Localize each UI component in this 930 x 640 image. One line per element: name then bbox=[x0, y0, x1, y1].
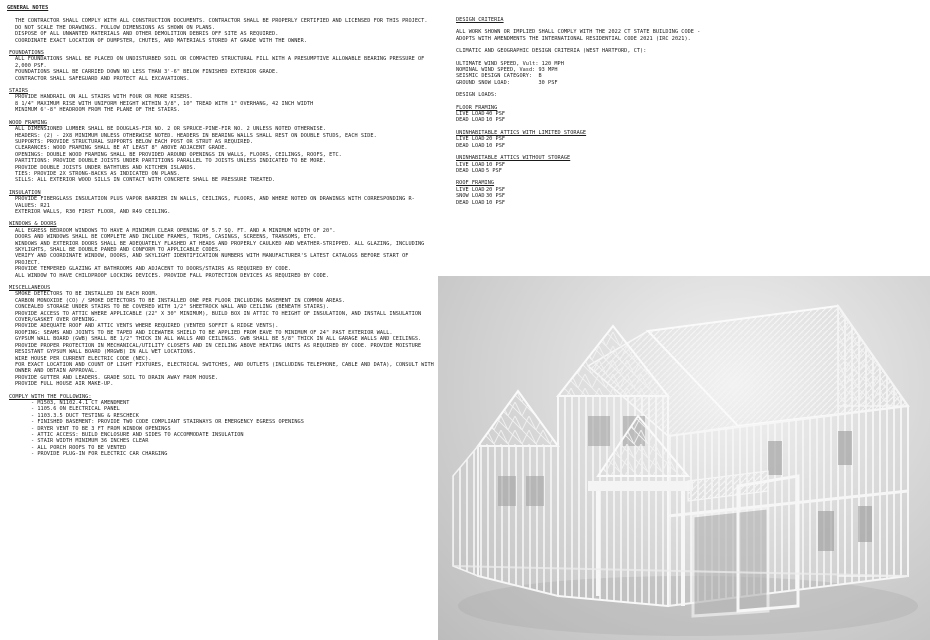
load-group-title: FLOOR FRAMING bbox=[456, 104, 498, 111]
comply-item: - STAIR WIDTH MINIMUM 36 INCHES CLEAR bbox=[31, 438, 149, 445]
load-label: SNOW LOAD bbox=[456, 193, 485, 200]
code-intro bbox=[456, 29, 701, 42]
section-title: FOUNDATIONS bbox=[9, 50, 44, 57]
note-line: TIES: PROVIDE 2X STRONG-BACKS AS INDICATED ON PLANS. bbox=[15, 170, 181, 177]
load-value: 10 PSF bbox=[486, 142, 506, 149]
notes-section-windows-doors bbox=[7, 221, 435, 279]
climatic-line: ULTIMATE WIND SPEED, Vult: 120 MPH bbox=[456, 60, 564, 67]
comply-item: - PROVIDE PLUG-IN FOR ELECTRIC CAR CHARGING bbox=[31, 451, 168, 458]
section-title: STAIRS bbox=[9, 88, 29, 95]
note-line: THE CONTRACTOR SHALL COMPLY WITH ALL CONSTRUCTION DOCUMENTS. CONTRACTOR SHALL BE PROPERLY CERTIFIED AND LICENSED FOR THIS PROJECT. bbox=[15, 18, 428, 25]
comply-item: - 1103.3.5 DUCT TESTING & RESCHECK bbox=[31, 412, 139, 419]
note-line: PROVIDE ADEQUATE ROOF AND ATTIC VENTS WHERE REQUIRED (VENTED SOFFIT & RIDGE VENTS). bbox=[15, 323, 279, 330]
note-line: PARTITIONS: PROVIDE DOUBLE JOISTS UNDER PARTITIONS PARALLEL TO JOISTS UNLESS INDICATED TO BE MORE. bbox=[15, 158, 326, 165]
load-label: LIVE LOAD bbox=[456, 161, 485, 168]
note-line: CONCEALED STORAGE UNDER STAIRS TO BE COVERED WITH 1/2" SHEETROCK WALL AND CEILING (BENEATH STAIRS). bbox=[15, 304, 330, 311]
note-line: 8 1/4" MAXIMUM RISE WITH UNIFORM HEIGHT WITHIN 3/8", 10" TREAD WITH 1" OVERHANG, 42 INCH WIDTH bbox=[15, 100, 314, 107]
note-line: OPENINGS: DOUBLE WOOD FRAMING SHALL BE PROVIDED AROUND OPENINGS IN WALLS, FLOORS, CEILINGS, ROOFS, ETC. bbox=[15, 151, 342, 158]
note-line: ALL EGRESS BEDROOM WINDOWS TO HAVE A MINIMUM CLEAR OPENING OF 5.7 SQ. FT. AND A MINIMUM WIDTH OF 20". bbox=[15, 227, 336, 234]
load-group-roof bbox=[456, 180, 696, 206]
note-line: CLEARANCES: WOOD FRAMING SHALL BE AT LEAST 8" ABOVE ADJACENT GRADE. bbox=[15, 145, 228, 152]
note-line: PROVIDE ACCESS TO ATTIC WHERE APPLICABLE (22" X 30" MINIMUM), BUILD BOX IN ATTIC TO HEIGHT OF INSULATION, AND INSTALL INSULATION COVER/GASKET OVER OPENING. bbox=[15, 310, 422, 324]
climatic-line: NOMINAL WIND SPEED, Vasd: 93 MPH bbox=[456, 67, 558, 74]
general-notes-title: GENERAL NOTES bbox=[7, 5, 49, 11]
load-value: 30 PSF bbox=[486, 193, 506, 200]
notes-section-wood-framing bbox=[7, 120, 435, 184]
note-line: PROVIDE FIBERGLASS INSULATION PLUS VAPOR BARRIER IN WALLS, CEILINGS, FLOORS, AND WHERE NOTED ON DRAWINGS WITH CORRESPONDING R-VALUES: R21 bbox=[15, 196, 415, 209]
climatic-title bbox=[456, 48, 696, 54]
general-notes bbox=[7, 5, 435, 464]
load-value: 10 PSF bbox=[486, 117, 506, 124]
note-line: PROVIDE TEMPERED GLAZING AT BATHROOMS AND ADJACENT TO DOORS/STAIRS AS REQUIRED BY CODE. bbox=[15, 266, 292, 273]
design-loads-heading bbox=[456, 92, 696, 98]
notes-section-stairs bbox=[7, 88, 435, 114]
note-line: SKYLIGHTS, SHALL BE DOUBLE PANED AND CONFORM TO APPLICABLE CODES. bbox=[15, 247, 222, 253]
note-line: VERIFY AND COORDINATE WINDOW, DOORS, AND SKYLIGHT IDENTIFICATION NUMBERS WITH MANUFACTURER'S LATEST CATALOGS BEFORE START OF PROJECT. bbox=[15, 253, 409, 266]
load-value: 20 PSF bbox=[486, 136, 506, 143]
note-line: PROVIDE DOUBLE JOISTS UNDER BATHTUBS AND KITCHEN ISLANDS. bbox=[15, 164, 196, 171]
comply-item: - ALL PORCH ROOFS TO BE VENTED bbox=[31, 444, 127, 451]
note-line: SILLS: ALL EXTERIOR WOOD SILLS IN CONTACT WITH CONCRETE SHALL BE PRESSURE TREATED. bbox=[15, 177, 276, 184]
note-line: EXTERIOR WALLS, R30 FIRST FLOOR, AND R49 CEILING. bbox=[15, 208, 171, 215]
note-line: WIRE HOUSE PER CURRENT ELECTRIC CODE (NEC). bbox=[15, 355, 152, 362]
load-group-floor bbox=[456, 105, 696, 124]
notes-section-foundations bbox=[7, 50, 435, 82]
section-title: WINDOWS & DOORS bbox=[9, 221, 57, 228]
load-group-attic-none bbox=[456, 155, 696, 174]
load-value: 10 PSF bbox=[486, 161, 506, 168]
load-value: 20 PSF bbox=[486, 186, 506, 193]
intro-line: ALL WORK SHOWN OR IMPLIED SHALL COMPLY WITH THE 2022 CT STATE BUILDING CODE - bbox=[456, 29, 701, 36]
design-criteria bbox=[456, 17, 701, 212]
section-title: WOOD FRAMING bbox=[9, 119, 48, 126]
comply-item: - FINISHED BASEMENT: PROVIDE TWO CODE COMPLIANT STAIRWAYS OR EMERGENCY EGRESS OPENINGS bbox=[31, 419, 304, 426]
load-label: DEAD LOAD bbox=[456, 117, 485, 124]
note-line: HEADERS: (2) - 2X8 MINIMUM UNLESS OTHERWISE NOTED. HEADERS IN BEARING WALLS SHALL REST ON DOUBLE STUDS, EACH SIDE. bbox=[15, 132, 377, 139]
note-line: ALL FOUNDATIONS SHALL BE PLACED ON UNDISTURBED SOIL OR COMPACTED STRUCTURAL FILL WITH A PRESUMPTIVE ALLOWABLE BEARING PRESSURE OF 2,000 PSF. bbox=[15, 56, 425, 69]
load-row bbox=[456, 200, 696, 206]
notes-section-miscellaneous bbox=[7, 285, 435, 388]
climatic-line: GROUND SNOW LOAD: 30 PSF bbox=[456, 79, 558, 86]
climatic-line: SEISMIC DESIGN CATEGORY: B bbox=[456, 73, 542, 80]
section-title: INSULATION bbox=[9, 189, 41, 196]
framing-drawing bbox=[438, 276, 930, 640]
load-value: 40 PSF bbox=[486, 111, 506, 118]
note-line: CARBON MONOXIDE (CO) / SMOKE DETECTORS TO BE INSTALLED ONE PER FLOOR INCLUDING BASEMENT IN COMMON AREAS. bbox=[15, 297, 346, 304]
load-group-attic-limited bbox=[456, 130, 696, 149]
section-title: MISCELLANEOUS bbox=[9, 285, 51, 292]
note-line: MINIMUM 6'-8" HEADROOM FROM THE PLANE OF THE STAIRS. bbox=[15, 107, 181, 114]
note-line: COORDINATE EXACT LOCATION OF DUMPSTER, CHUTES, AND MATERIALS STORED AT GRADE WITH THE OWNER. bbox=[15, 37, 307, 44]
note-line: CONTRACTOR SHALL SAFEGUARD AND PROTECT ALL EXCAVATIONS. bbox=[15, 75, 190, 82]
section-title: COMPLY WITH THE FOLLOWING: bbox=[9, 393, 92, 400]
load-label: LIVE LOAD bbox=[456, 111, 485, 118]
load-group-title: ROOF FRAMING bbox=[456, 180, 495, 187]
load-row bbox=[456, 143, 696, 149]
comply-item: - ATTIC ACCESS: BUILD ENCLOSURE AND SIDES TO ACCOMMODATE INSULATION bbox=[31, 431, 244, 438]
loads-title: DESIGN LOADS: bbox=[456, 92, 498, 99]
load-label: LIVE LOAD bbox=[456, 186, 485, 193]
house-framing-rendering-icon bbox=[438, 276, 930, 640]
notes-section-insulation bbox=[7, 190, 435, 216]
note-line: WINDOWS AND EXTERIOR DOORS SHALL BE ADEQUATELY FLASHED AT HEADS AND PROPERLY CAULKED AND WEATHER-STRIPPED. ALL GLAZING, INCLUDING bbox=[15, 240, 425, 247]
note-line: PROVIDE HANDRAIL ON ALL STAIRS WITH FOUR OR MORE RISERS. bbox=[15, 94, 193, 101]
comply-item: - 1105.6 ON ELECTRICAL PANEL bbox=[31, 406, 120, 413]
notes-section-general bbox=[7, 18, 435, 44]
load-row bbox=[456, 117, 696, 123]
note-line: FOR EXACT LOCATION AND COUNT OF LIGHT FIXTURES, ELECTRICAL SWITCHES, AND OUTLETS (INCLUDING TELEPHONE, CABLE AND DATA), CONSULT WITH OWNER AND OBTAIN APPROVAL. bbox=[15, 361, 434, 375]
load-group-title: UNINHABITABLE ATTICS WITH LIMITED STORAGE bbox=[456, 129, 587, 136]
comply-item: - M1503, N1102.4.1 CT AMENDMENT bbox=[31, 399, 130, 406]
load-label: DEAD LOAD bbox=[456, 167, 485, 174]
note-line: ALL WINDOW TO HAVE CHILDPROOF LOCKING DEVICES. PROVIDE FALL PROTECTION DEVICES AS REQUIRED BY CODE. bbox=[15, 272, 330, 279]
load-label: LIVE LOAD bbox=[456, 136, 485, 143]
notes-section-comply bbox=[7, 394, 435, 458]
note-line: ALL DIMENSIONED LUMBER SHALL BE DOUGLAS-FIR NO. 2 OR SPRUCE-PINE-FIR NO. 2 UNLESS NOTED OTHERWISE. bbox=[15, 126, 326, 133]
climatic-criteria bbox=[456, 61, 696, 87]
climatic-heading: CLIMATIC AND GEOGRAPHIC DESIGN CRITERIA (WEST HARTFORD, CT): bbox=[456, 48, 647, 55]
load-label: DEAD LOAD bbox=[456, 199, 485, 206]
load-value: 5 PSF bbox=[486, 167, 502, 174]
note-line: ROOFING: SEAMS AND JOINTS TO BE TAPED AND ICEWATER SHIELD TO BE APPLIED FROM EAVE TO MINIMUM OF 24" PAST EXTERIOR WALL. bbox=[15, 329, 393, 336]
note-line: PROVIDE GUTTER AND LEADERS. GRADE SOIL TO DRAIN AWAY FROM HOUSE. bbox=[15, 374, 219, 381]
design-criteria-title: DESIGN CRITERIA bbox=[456, 17, 504, 23]
note-line: DISPOSE OF ALL UNWANTED MATERIALS AND OTHER DEMOLITION DEBRIS OFF SITE AS REQUIRED. bbox=[15, 31, 279, 38]
load-group-title: UNINHABITABLE ATTICS WITHOUT STORAGE bbox=[456, 155, 571, 162]
load-row bbox=[456, 168, 696, 174]
intro-line: ADOPTS WITH AMENDMENTS THE INTERNATIONAL RESIDENTIAL CODE 2021 (IRC 2021). bbox=[456, 35, 691, 42]
note-line: GYPSUM WALL BOARD (GWB) SHALL BE 1/2" THICK IN ALL WALLS AND CEILINGS. GWB SHALL BE 5/8" THICK IN ALL GARAGE WALLS AND CEILINGS. PROVIDE PROPER PROTECTION IN MECHANICAL/UTILITY CLOSETS AND IN CEILING ABOVE HEATING UNITS AS REQUIRED BY CODE. PROVIDE MOISTURE RESISTANT GYPSUM WALL BOARD (MRGWB) IN ALL WET LOCATIONS. bbox=[15, 336, 422, 356]
load-label: DEAD LOAD bbox=[456, 142, 485, 149]
note-line: PROVIDE FULL HOUSE AIR MAKE-UP. bbox=[15, 381, 114, 388]
note-line: FOUNDATIONS SHALL BE CARRIED DOWN NO LESS THAN 3'-6" BELOW FINISHED EXTERIOR GRADE. bbox=[15, 69, 279, 76]
note-line: DO NOT SCALE THE DRAWINGS. FOLLOW DIMENSIONS AS SHOWN ON PLANS. bbox=[15, 24, 215, 31]
load-value: 10 PSF bbox=[486, 199, 506, 206]
note-line: SUPPORTS: PROVIDE STRUCTURAL SUPPORTS BELOW EACH POST OR STRUT AS REQUIRED. bbox=[15, 138, 253, 145]
note-line: SMOKE DETECTORS TO BE INSTALLED IN EACH ROOM. bbox=[15, 291, 158, 298]
comply-item: - DRYER VENT TO BE 3 FT FROM WINDOW OPENINGS bbox=[31, 425, 171, 432]
note-line: DOORS AND WINDOWS SHALL BE COMPLETE AND INCLUDE FRAMES, TRIMS, CASINGS, SCREENS, TRANSOMS, ETC. bbox=[15, 234, 317, 241]
